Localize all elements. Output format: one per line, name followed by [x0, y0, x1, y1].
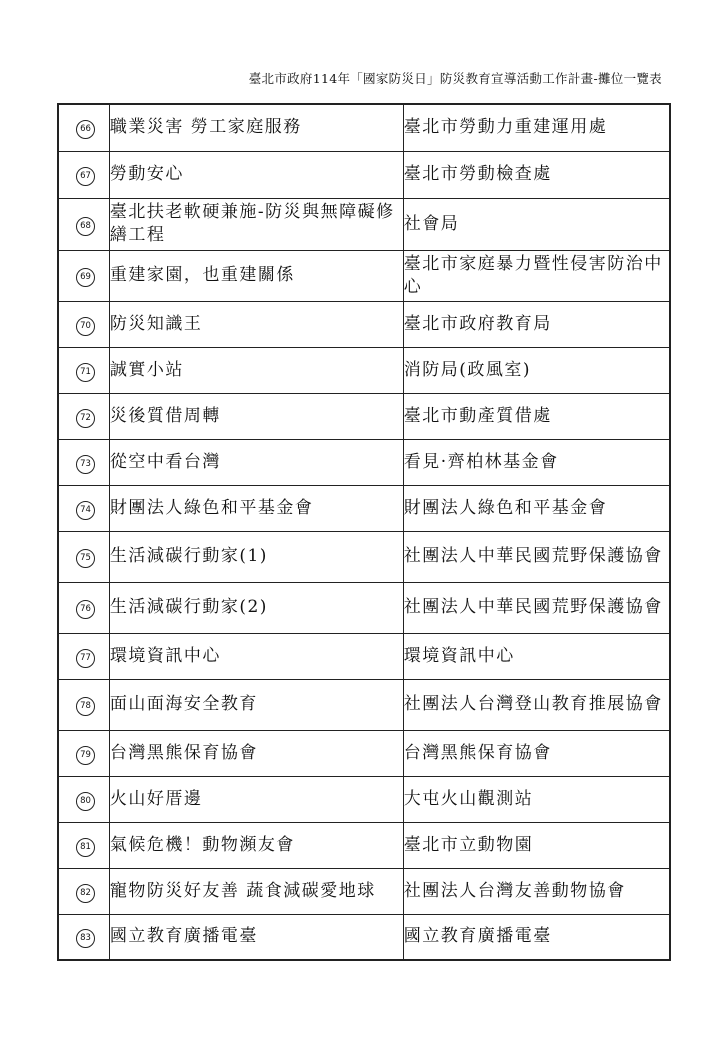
- table-row: [58, 822, 670, 868]
- unit-cell: 社團法人台灣登山教育推展協會: [403, 679, 670, 730]
- table-row: [58, 730, 670, 776]
- circled-number: 67: [76, 167, 95, 186]
- table-row: [58, 439, 670, 485]
- unit-cell: 財團法人綠色和平基金會: [403, 485, 670, 531]
- activity-cell: 誠實小站: [109, 347, 403, 393]
- table-row: [58, 104, 670, 151]
- circled-number: 76: [76, 600, 95, 619]
- unit-cell: 大屯火山觀測站: [403, 776, 670, 822]
- circled-number: 72: [76, 409, 95, 428]
- activity-cell: 臺北扶老軟硬兼施-防災與無障礙修繕工程: [109, 198, 403, 250]
- row-number-cell: [58, 822, 109, 868]
- table-row: [58, 582, 670, 633]
- circled-number: 70: [76, 317, 95, 336]
- activity-cell: 寵物防災好友善 蔬食減碳愛地球: [109, 868, 403, 914]
- circled-number: 79: [76, 746, 95, 765]
- activity-cell: 氣候危機！動物瀕友會: [109, 822, 403, 868]
- unit-cell: 臺北市立動物園: [403, 822, 670, 868]
- row-number-cell: [58, 198, 109, 250]
- table-row: [58, 198, 670, 250]
- unit-cell: 臺北市勞動檢查處: [403, 151, 670, 198]
- table-row: [58, 914, 670, 960]
- activity-cell: 防災知識王: [109, 301, 403, 347]
- row-number-cell: [58, 250, 109, 301]
- booth-table: [57, 103, 671, 961]
- row-number-cell: [58, 485, 109, 531]
- table-row: [58, 531, 670, 582]
- circled-number: 83: [76, 929, 95, 948]
- unit-cell: 看見·齊柏林基金會: [403, 439, 670, 485]
- unit-cell: 臺北市政府教育局: [403, 301, 670, 347]
- activity-cell: 財團法人綠色和平基金會: [109, 485, 403, 531]
- table-row: [58, 679, 670, 730]
- circled-number: 68: [76, 217, 95, 236]
- unit-cell: 社會局: [403, 198, 670, 250]
- table-row: [58, 151, 670, 198]
- activity-cell: 面山面海安全教育: [109, 679, 403, 730]
- table-row: [58, 301, 670, 347]
- activity-cell: 國立教育廣播電臺: [109, 914, 403, 960]
- unit-cell: 臺北市勞動力重建運用處: [403, 104, 670, 151]
- row-number-cell: [58, 868, 109, 914]
- circled-number: 78: [76, 697, 95, 716]
- unit-cell: 臺北市動產質借處: [403, 393, 670, 439]
- table-row: [58, 393, 670, 439]
- unit-cell: 社團法人中華民國荒野保護協會: [403, 531, 670, 582]
- table-row: [58, 250, 670, 301]
- table-row: [58, 868, 670, 914]
- circled-number: 77: [76, 649, 95, 668]
- row-number-cell: [58, 730, 109, 776]
- activity-cell: 環境資訊中心: [109, 633, 403, 679]
- row-number-cell: [58, 531, 109, 582]
- row-number-cell: [58, 301, 109, 347]
- unit-cell: 消防局(政風室): [403, 347, 670, 393]
- activity-cell: 台灣黑熊保育協會: [109, 730, 403, 776]
- unit-cell: 台灣黑熊保育協會: [403, 730, 670, 776]
- table-row: [58, 347, 670, 393]
- circled-number: 80: [76, 792, 95, 811]
- row-number-cell: [58, 776, 109, 822]
- unit-cell: 社團法人台灣友善動物協會: [403, 868, 670, 914]
- circled-number: 71: [76, 363, 95, 382]
- row-number-cell: [58, 914, 109, 960]
- activity-cell: 生活減碳行動家(1): [109, 531, 403, 582]
- table-row: [58, 485, 670, 531]
- unit-cell: 社團法人中華民國荒野保護協會: [403, 582, 670, 633]
- row-number-cell: [58, 582, 109, 633]
- unit-cell: 臺北市家庭暴力暨性侵害防治中心: [403, 250, 670, 301]
- activity-cell: 災後質借周轉: [109, 393, 403, 439]
- activity-cell: 生活減碳行動家(2): [109, 582, 403, 633]
- circled-number: 66: [76, 120, 95, 139]
- circled-number: 81: [76, 838, 95, 857]
- booth-table-body: [58, 104, 670, 960]
- unit-cell: 國立教育廣播電臺: [403, 914, 670, 960]
- activity-cell: 火山好厝邊: [109, 776, 403, 822]
- circled-number: 73: [76, 455, 95, 474]
- activity-cell: 勞動安心: [109, 151, 403, 198]
- circled-number: 75: [76, 549, 95, 568]
- row-number-cell: [58, 679, 109, 730]
- row-number-cell: [58, 347, 109, 393]
- circled-number: 82: [76, 884, 95, 903]
- activity-cell: 職業災害 勞工家庭服務: [109, 104, 403, 151]
- table-row: [58, 776, 670, 822]
- page-header: 臺北市政府114年「國家防災日」防災教育宣導活動工作計畫-攤位一覽表: [248, 71, 662, 86]
- row-number-cell: [58, 393, 109, 439]
- row-number-cell: [58, 439, 109, 485]
- circled-number: 74: [76, 501, 95, 520]
- activity-cell: 從空中看台灣: [109, 439, 403, 485]
- row-number-cell: [58, 633, 109, 679]
- activity-cell: 重建家園，也重建關係: [109, 250, 403, 301]
- row-number-cell: [58, 104, 109, 151]
- unit-cell: 環境資訊中心: [403, 633, 670, 679]
- table-row: [58, 633, 670, 679]
- row-number-cell: [58, 151, 109, 198]
- circled-number: 69: [76, 268, 95, 287]
